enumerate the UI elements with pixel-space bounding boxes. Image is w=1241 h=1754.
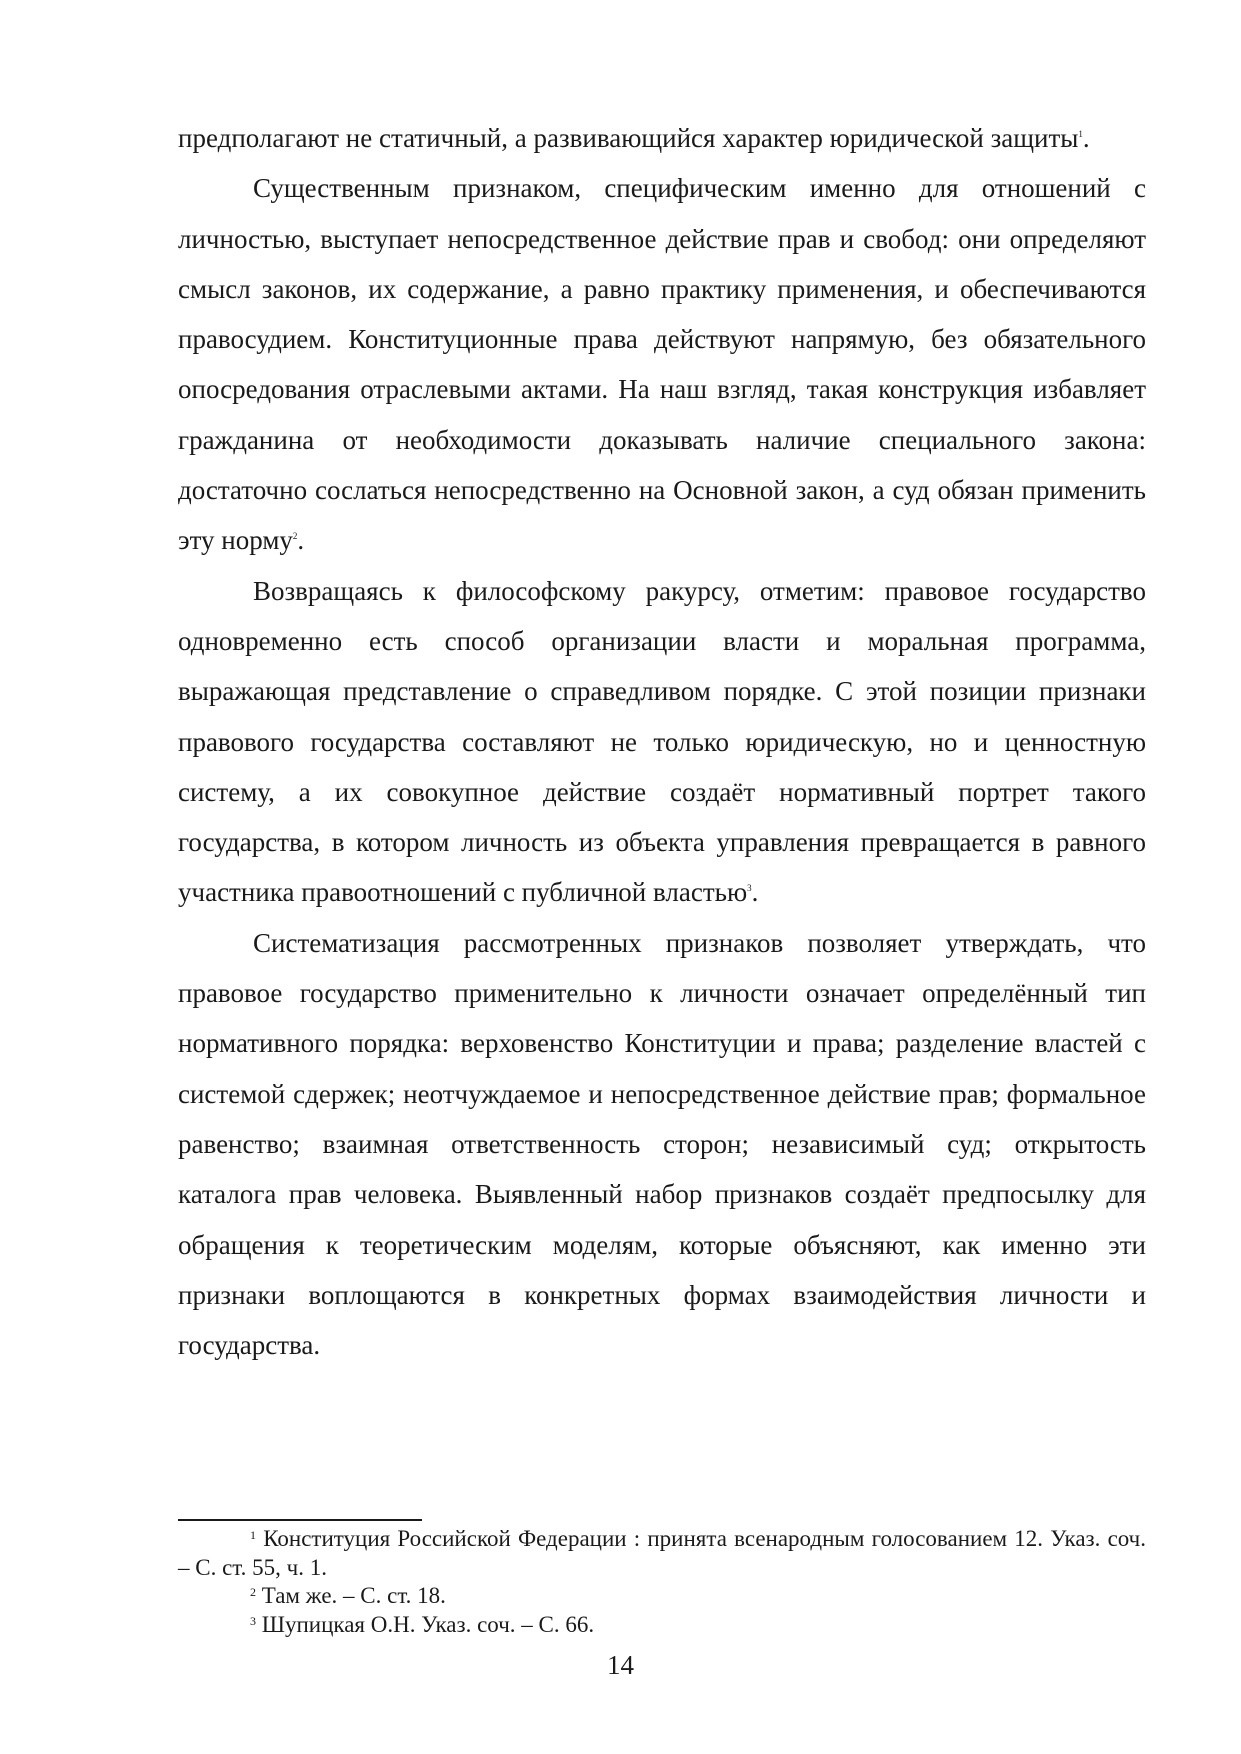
paragraph-1 [178,113,1146,163]
page-number: 14 [607,1650,634,1680]
footnote-3 [178,1611,1146,1640]
paragraph-1-end: . [1082,123,1090,153]
footnote-mark-2: 2 [250,1585,256,1599]
footnote-text-2: Там же. – С. ст. 18. [256,1583,446,1608]
paragraph-3 [178,566,1146,918]
footnote-ref-1: 1 [1078,129,1083,139]
footnote-ref-3: 3 [747,883,752,894]
paragraph-4-text: Систематизация рассмотренных признаков позволяет утверждать, что правовое государство применительно к личности означает определённый тип нормативного порядка: верховенство Конституции и права; разделение властей с системой сдержек; неотчуждаемое и непосредственное действие прав; формальное равенство; взаимная ответственность сторон; независимый суд; открытость каталога прав человека. Выявленный набор признаков создаёт предпосылку для обращения к теоретическим моделям, которые объясняют, как именно эти признаки воплощаются в конкретных формах взаимодействия личности и государства. [178,927,1146,1361]
paragraph-2-text: Существенным признаком, специфическим именно для отношений с личностью, выступает непосредственное действие прав и свобод: они определяют смысл законов, их содержание, а равно практику применения, и обеспечиваются правосудием. Конституционные права действуют напрямую, без обязательного опосредования отраслевыми актами. На наш взгляд, такая конструкция избавляет гражданина от необходимости доказывать наличие специального закона: достаточно сослаться непосредственно на Основной закон, а суд обязан применить эту норму [178,173,1146,556]
footnote-mark-3: 3 [250,1613,256,1628]
paragraph-3-end: . [751,877,759,908]
footnote-2 [178,1582,1146,1611]
paragraph-2 [178,163,1146,565]
footnote-1 [178,1525,1146,1582]
footnote-separator [178,1519,422,1521]
footnote-ref-2: 2 [292,531,298,542]
body-text [178,113,1146,1370]
footnote-text-1: Конституция Российской Федерации : принята всенародным голосованием 12. Указ. соч. – С. ст. 55, ч. 1. [178,1526,1146,1580]
footnotes [178,1525,1146,1639]
paragraph-3-text: Возвращаясь к философскому ракурсу, отметим: правовое государство одновременно есть способ организации власти и моральная программа, выражающая представление о справедливом порядке. С этой позиции признаки правового государства составляют не только юридическую, но и ценностную систему, а их совокупное действие создаёт нормативный портрет такого государства, в котором личность из объекта управления превращается в равного участника правоотношений с публичной властью [178,575,1146,908]
paragraph-1-text: предполагают не статичный, а развивающийся характер юридической защиты [178,123,1079,153]
paragraph-2-end: . [297,525,305,556]
footnote-mark-1: 1 [250,1528,256,1542]
footnote-text-3: Шупицкая О.Н. Указ. соч. – С. 66. [256,1611,595,1637]
paragraph-4 [178,918,1146,1371]
